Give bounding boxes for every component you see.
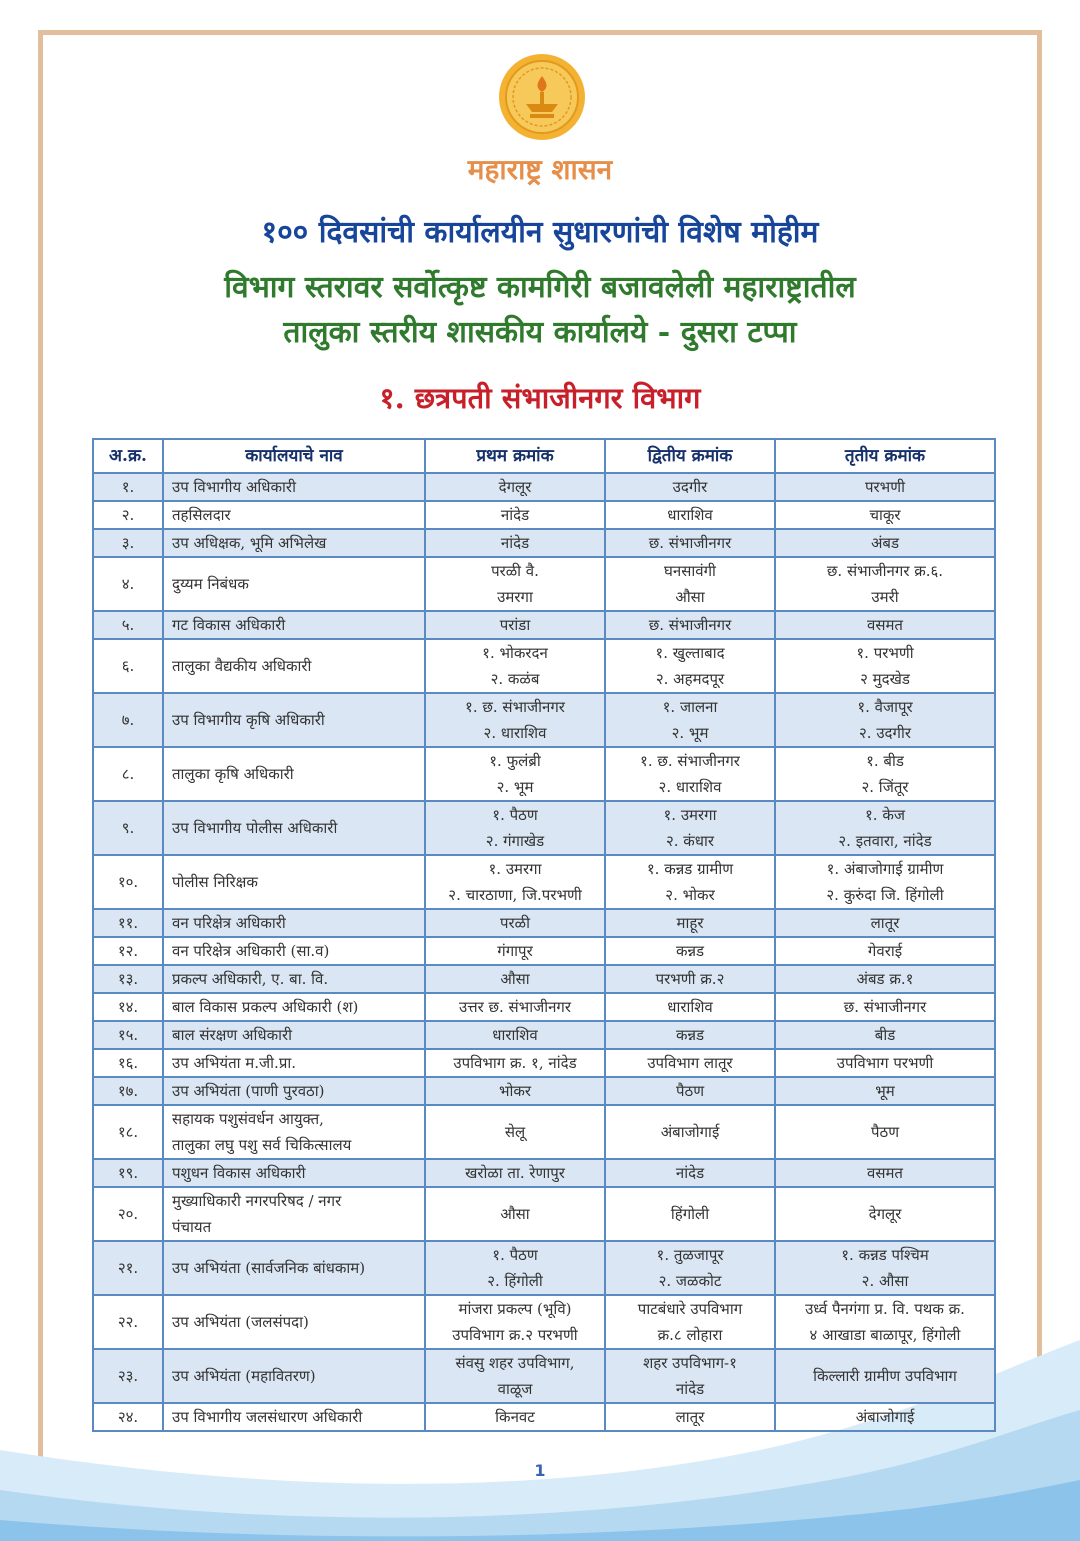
third-rank-cell: छ. संभाजीनगर	[775, 993, 995, 1021]
table-row	[93, 1105, 995, 1159]
third-rank-cell: पैठण	[775, 1105, 995, 1159]
second-rank-cell: उपविभाग लातूर	[605, 1049, 775, 1077]
table-row	[93, 1021, 995, 1049]
table-header-row	[93, 439, 995, 473]
office-name-cell: पशुधन विकास अधिकारी	[163, 1159, 425, 1187]
first-rank-cell: परांडा	[425, 611, 605, 639]
office-name-cell: पोलीस निरिक्षक	[163, 855, 425, 909]
third-rank-cell: अंबड क्र.१	[775, 965, 995, 993]
first-rank-cell: धाराशिव	[425, 1021, 605, 1049]
first-rank-cell: १. उमरगा २. चारठाणा, जि.परभणी	[425, 855, 605, 909]
division-heading: १. छत्रपती संभाजीनगर विभाग	[379, 381, 701, 415]
third-rank-cell: १. बीड २. जिंतूर	[775, 747, 995, 801]
third-rank-cell: वसमत	[775, 611, 995, 639]
col-header-serial: अ.क्र.	[93, 439, 163, 473]
third-rank-cell: बीड	[775, 1021, 995, 1049]
first-rank-cell: भोकर	[425, 1077, 605, 1105]
office-name-cell: दुय्यम निबंधक	[163, 557, 425, 611]
second-rank-cell: १. खुल्ताबाद २. अहमदपूर	[605, 639, 775, 693]
third-rank-cell: १. कन्नड पश्चिम २. औसा	[775, 1241, 995, 1295]
row-serial-cell: २१.	[93, 1241, 163, 1295]
row-serial-cell: १.	[93, 473, 163, 501]
third-rank-cell: परभणी	[775, 473, 995, 501]
first-rank-cell: देगलूर	[425, 473, 605, 501]
second-rank-cell: छ. संभाजीनगर	[605, 611, 775, 639]
first-rank-cell: नांदेड	[425, 501, 605, 529]
third-rank-cell: अंबड	[775, 529, 995, 557]
row-serial-cell: १२.	[93, 937, 163, 965]
office-name-cell: वन परिक्षेत्र अधिकारी (सा.व)	[163, 937, 425, 965]
second-rank-cell: धाराशिव	[605, 993, 775, 1021]
table-row	[93, 1349, 995, 1403]
second-rank-cell: हिंगोली	[605, 1187, 775, 1241]
row-serial-cell: ४.	[93, 557, 163, 611]
office-name-cell: तालुका कृषि अधिकारी	[163, 747, 425, 801]
table-row	[93, 529, 995, 557]
office-name-cell: गट विकास अधिकारी	[163, 611, 425, 639]
second-rank-cell: १. कन्नड ग्रामीण २. भोकर	[605, 855, 775, 909]
table-row	[93, 1403, 995, 1431]
second-rank-cell: शहर उपविभाग-१ नांदेड	[605, 1349, 775, 1403]
third-rank-cell: वसमत	[775, 1159, 995, 1187]
third-rank-cell: १. अंबाजोगाई ग्रामीण २. कुरुंदा जि. हिंगोली	[775, 855, 995, 909]
second-rank-cell: कन्नड	[605, 1021, 775, 1049]
table-row	[93, 611, 995, 639]
table-row	[93, 1187, 995, 1241]
table-row	[93, 801, 995, 855]
second-rank-cell: धाराशिव	[605, 501, 775, 529]
page-number: 1	[534, 1461, 546, 1480]
second-rank-cell: नांदेड	[605, 1159, 775, 1187]
first-rank-cell: १. भोकरदन २. कळंब	[425, 639, 605, 693]
office-name-cell: मुख्याधिकारी नगरपरिषद / नगर पंचायत	[163, 1187, 425, 1241]
row-serial-cell: ६.	[93, 639, 163, 693]
second-rank-cell: कन्नड	[605, 937, 775, 965]
office-name-cell: तालुका वैद्यकीय अधिकारी	[163, 639, 425, 693]
office-name-cell: बाल विकास प्रकल्प अधिकारी (श)	[163, 993, 425, 1021]
table-row	[93, 693, 995, 747]
office-name-cell: वन परिक्षेत्र अधिकारी	[163, 909, 425, 937]
row-serial-cell: २३.	[93, 1349, 163, 1403]
table-row	[93, 1295, 995, 1349]
second-rank-cell: माहूर	[605, 909, 775, 937]
office-name-cell: उप विभागीय जलसंधारण अधिकारी	[163, 1403, 425, 1431]
col-header-second: द्वितीय क्रमांक	[605, 439, 775, 473]
subtitle-line-1: विभाग स्तरावर सर्वोत्कृष्ट कामगिरी बजावलेली महाराष्ट्रातील	[224, 270, 856, 305]
row-serial-cell: २०.	[93, 1187, 163, 1241]
row-serial-cell: १८.	[93, 1105, 163, 1159]
first-rank-cell: गंगापूर	[425, 937, 605, 965]
third-rank-cell: छ. संभाजीनगर क्र.६. उमरी	[775, 557, 995, 611]
first-rank-cell: १. पैठण २. गंगाखेड	[425, 801, 605, 855]
table-row	[93, 501, 995, 529]
office-name-cell: उप अभियंता (जलसंपदा)	[163, 1295, 425, 1349]
third-rank-cell: अंबाजोगाई	[775, 1403, 995, 1431]
table-row	[93, 557, 995, 611]
row-serial-cell: ७.	[93, 693, 163, 747]
third-rank-cell: उपविभाग परभणी	[775, 1049, 995, 1077]
second-rank-cell: पाटबंधारे उपविभाग क्र.८ लोहारा	[605, 1295, 775, 1349]
first-rank-cell: उपविभाग क्र. १, नांदेड	[425, 1049, 605, 1077]
table-row	[93, 855, 995, 909]
table-row	[93, 747, 995, 801]
first-rank-cell: १. छ. संभाजीनगर २. धाराशिव	[425, 693, 605, 747]
first-rank-cell: खरोळा ता. रेणापुर	[425, 1159, 605, 1187]
table-row	[93, 473, 995, 501]
table-row	[93, 965, 995, 993]
first-rank-cell: १. पैठण २. हिंगोली	[425, 1241, 605, 1295]
third-rank-cell: भूम	[775, 1077, 995, 1105]
third-rank-cell: देगलूर	[775, 1187, 995, 1241]
col-header-office: कार्यालयाचे नाव	[163, 439, 425, 473]
row-serial-cell: १४.	[93, 993, 163, 1021]
second-rank-cell: घनसावंगी औसा	[605, 557, 775, 611]
office-name-cell: प्रकल्प अधिकारी, ए. बा. वि.	[163, 965, 425, 993]
second-rank-cell: उदगीर	[605, 473, 775, 501]
row-serial-cell: ९.	[93, 801, 163, 855]
row-serial-cell: १६.	[93, 1049, 163, 1077]
first-rank-cell: नांदेड	[425, 529, 605, 557]
office-name-cell: उप विभागीय पोलीस अधिकारी	[163, 801, 425, 855]
col-header-first: प्रथम क्रमांक	[425, 439, 605, 473]
row-serial-cell: १७.	[93, 1077, 163, 1105]
row-serial-cell: १५.	[93, 1021, 163, 1049]
table-row	[93, 993, 995, 1021]
table-row	[93, 937, 995, 965]
table-row	[93, 1049, 995, 1077]
first-rank-cell: उत्तर छ. संभाजीनगर	[425, 993, 605, 1021]
second-rank-cell: छ. संभाजीनगर	[605, 529, 775, 557]
office-name-cell: उप विभागीय कृषि अधिकारी	[163, 693, 425, 747]
first-rank-cell: परळी वै. उमरगा	[425, 557, 605, 611]
second-rank-cell: लातूर	[605, 1403, 775, 1431]
first-rank-cell: मांजरा प्रकल्प (भूवि) उपविभाग क्र.२ परभणी	[425, 1295, 605, 1349]
row-serial-cell: १०.	[93, 855, 163, 909]
first-rank-cell: किनवट	[425, 1403, 605, 1431]
maharashtra-government-seal-icon	[496, 52, 588, 142]
table-row	[93, 1077, 995, 1105]
table-row	[93, 639, 995, 693]
second-rank-cell: १. उमरगा २. कंधार	[605, 801, 775, 855]
third-rank-cell: उर्ध्व पैनगंगा प्र. वि. पथक क्र. ४ आखाडा बाळापूर, हिंगोली	[775, 1295, 995, 1349]
government-title: महाराष्ट्र शासन	[467, 153, 613, 186]
first-rank-cell: औसा	[425, 965, 605, 993]
second-rank-cell: १. छ. संभाजीनगर २. धाराशिव	[605, 747, 775, 801]
first-rank-cell: १. फुलंब्री २. भूम	[425, 747, 605, 801]
office-name-cell: उप अभियंता (सार्वजनिक बांधकाम)	[163, 1241, 425, 1295]
third-rank-cell: चाकूर	[775, 501, 995, 529]
row-serial-cell: २४.	[93, 1403, 163, 1431]
row-serial-cell: ८.	[93, 747, 163, 801]
second-rank-cell: अंबाजोगाई	[605, 1105, 775, 1159]
third-rank-cell: १. परभणी २ मुदखेड	[775, 639, 995, 693]
third-rank-cell: १. वैजापूर २. उदगीर	[775, 693, 995, 747]
row-serial-cell: ५.	[93, 611, 163, 639]
first-rank-cell: संवसु शहर उपविभाग, वाळूज	[425, 1349, 605, 1403]
office-name-cell: उप अधिक्षक, भूमि अभिलेख	[163, 529, 425, 557]
table-row	[93, 1159, 995, 1187]
table-row	[93, 909, 995, 937]
row-serial-cell: २.	[93, 501, 163, 529]
second-rank-cell: पैठण	[605, 1077, 775, 1105]
first-rank-cell: परळी	[425, 909, 605, 937]
row-serial-cell: १३.	[93, 965, 163, 993]
subtitle-line-2: तालुका स्तरीय शासकीय कार्यालये - दुसरा टप्पा	[283, 315, 797, 350]
row-serial-cell: ११.	[93, 909, 163, 937]
third-rank-cell: किल्लारी ग्रामीण उपविभाग	[775, 1349, 995, 1403]
office-name-cell: उप अभियंता (पाणी पुरवठा)	[163, 1077, 425, 1105]
third-rank-cell: लातूर	[775, 909, 995, 937]
office-name-cell: उप अभियंता (महावितरण)	[163, 1349, 425, 1403]
office-name-cell: सहायक पशुसंवर्धन आयुक्त, तालुका लघु पशु सर्व चिकित्सालय	[163, 1105, 425, 1159]
table-row	[93, 1241, 995, 1295]
office-name-cell: उप अभियंता म.जी.प्रा.	[163, 1049, 425, 1077]
first-rank-cell: सेलू	[425, 1105, 605, 1159]
second-rank-cell: १. जालना २. भूम	[605, 693, 775, 747]
ranking-table	[92, 438, 996, 1432]
row-serial-cell: २२.	[93, 1295, 163, 1349]
second-rank-cell: परभणी क्र.२	[605, 965, 775, 993]
first-rank-cell: औसा	[425, 1187, 605, 1241]
office-name-cell: बाल संरक्षण अधिकारी	[163, 1021, 425, 1049]
campaign-title: १०० दिवसांची कार्यालयीन सुधारणांची विशेष मोहीम	[261, 215, 819, 250]
second-rank-cell: १. तुळजापूर २. जळकोट	[605, 1241, 775, 1295]
third-rank-cell: गेवराई	[775, 937, 995, 965]
third-rank-cell: १. केज २. इतवारा, नांदेड	[775, 801, 995, 855]
row-serial-cell: १९.	[93, 1159, 163, 1187]
office-name-cell: उप विभागीय अधिकारी	[163, 473, 425, 501]
col-header-third: तृतीय क्रमांक	[775, 439, 995, 473]
office-name-cell: तहसिलदार	[163, 501, 425, 529]
row-serial-cell: ३.	[93, 529, 163, 557]
